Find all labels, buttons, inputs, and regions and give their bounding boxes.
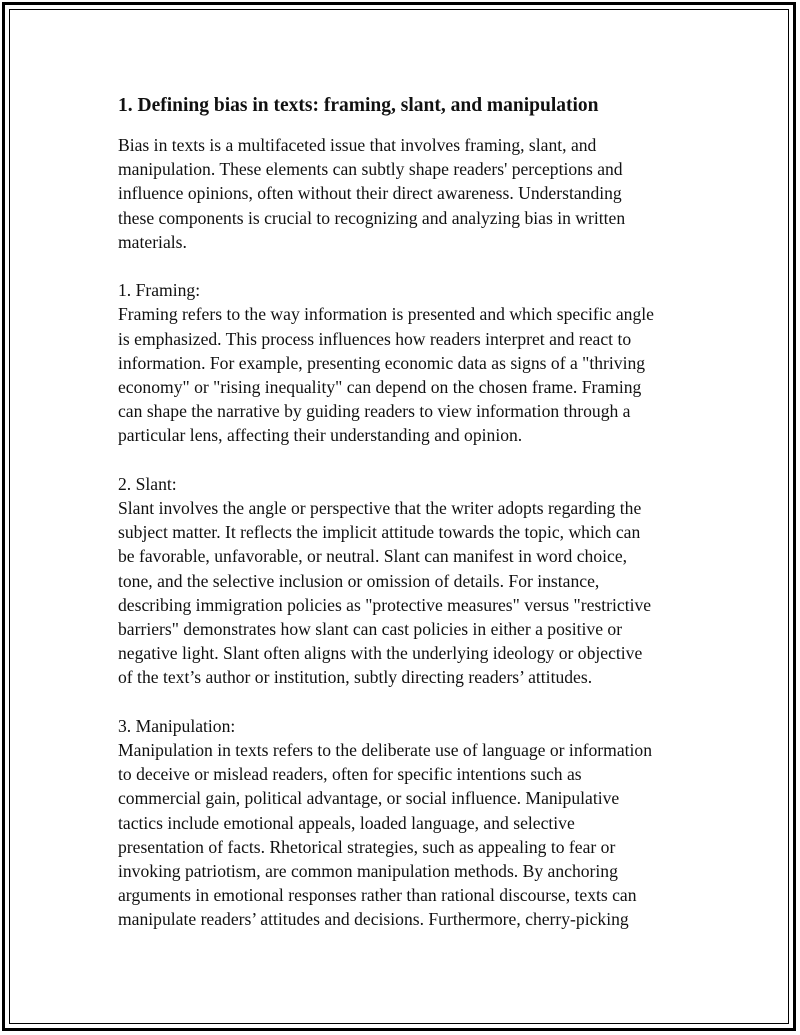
text-line: commercial gain, political advantage, or social influence. Manipulative bbox=[118, 788, 620, 809]
text-line: information. For example, presenting economic data as signs of a "thriving bbox=[118, 352, 646, 373]
framing-section bbox=[118, 278, 698, 447]
text-line: Manipulation in texts refers to the deliberate use of language or information bbox=[118, 740, 652, 761]
text-line: Framing refers to the way information is presented and which specific angle bbox=[118, 304, 654, 325]
text-line: manipulate readers’ attitudes and decisions. Furthermore, cherry-picking bbox=[118, 909, 629, 930]
paragraph-gap bbox=[118, 254, 698, 278]
text-line: Slant involves the angle or perspective that the writer adopts regarding the bbox=[118, 498, 642, 519]
text-line: of the text’s author or institution, subtly directing readers’ attitudes. bbox=[118, 667, 593, 688]
text-line: particular lens, affecting their understanding and opinion. bbox=[118, 425, 523, 446]
text-line: influence opinions, often without their direct awareness. Understanding bbox=[118, 183, 622, 204]
text-line: presentation of facts. Rhetorical strategies, such as appealing to fear or bbox=[118, 836, 616, 857]
text-line: be favorable, unfavorable, or neutral. Slant can manifest in word choice, bbox=[118, 546, 628, 567]
text-line: negative light. Slant often aligns with the underlying ideology or objective bbox=[118, 643, 643, 664]
manipulation-section bbox=[118, 714, 698, 932]
text-line: can shape the narrative by guiding readers to view information through a bbox=[118, 401, 631, 422]
text-line: barriers" demonstrates how slant can cast policies in either a positive or bbox=[118, 619, 623, 640]
text-line: is emphasized. This process influences how readers interpret and react to bbox=[118, 328, 632, 349]
paragraph-gap bbox=[118, 690, 698, 714]
text-line: arguments in emotional responses rather than rational discourse, texts can bbox=[118, 885, 637, 906]
text-line: economy" or "rising inequality" can depend on the chosen frame. Framing bbox=[118, 377, 642, 398]
text-line: Bias in texts is a multifaceted issue that involves framing, slant, and bbox=[118, 135, 597, 155]
text-line: invoking patriotism, are common manipulation methods. By anchoring bbox=[118, 861, 618, 882]
text-line: to deceive or mislead readers, often for specific intentions such as bbox=[118, 764, 582, 785]
subsection-title-manipulation: 3. Manipulation: bbox=[118, 715, 236, 736]
text-line: manipulation. These elements can subtly shape readers' perceptions and bbox=[118, 159, 623, 180]
section-heading: 1. Defining bias in texts: framing, slant, and manipulation bbox=[118, 95, 599, 116]
text-line: subject matter. It reflects the implicit attitude towards the topic, which can bbox=[118, 522, 641, 543]
text-line: tactics include emotional appeals, loaded language, and selective bbox=[118, 812, 575, 833]
intro-paragraph bbox=[118, 133, 698, 254]
text-line: materials. bbox=[118, 231, 187, 252]
text-line: describing immigration policies as "protective measures" versus "restrictive bbox=[118, 594, 652, 615]
slant-section bbox=[118, 472, 698, 690]
document-body bbox=[118, 93, 698, 932]
text-line: tone, and the selective inclusion or omission of details. For instance, bbox=[118, 570, 600, 591]
text-line: these components is crucial to recognizing and analyzing bias in written bbox=[118, 207, 626, 228]
subsection-title-slant: 2. Slant: bbox=[118, 473, 177, 494]
subsection-title-framing: 1. Framing: bbox=[118, 280, 201, 301]
paragraph-gap bbox=[118, 448, 698, 472]
